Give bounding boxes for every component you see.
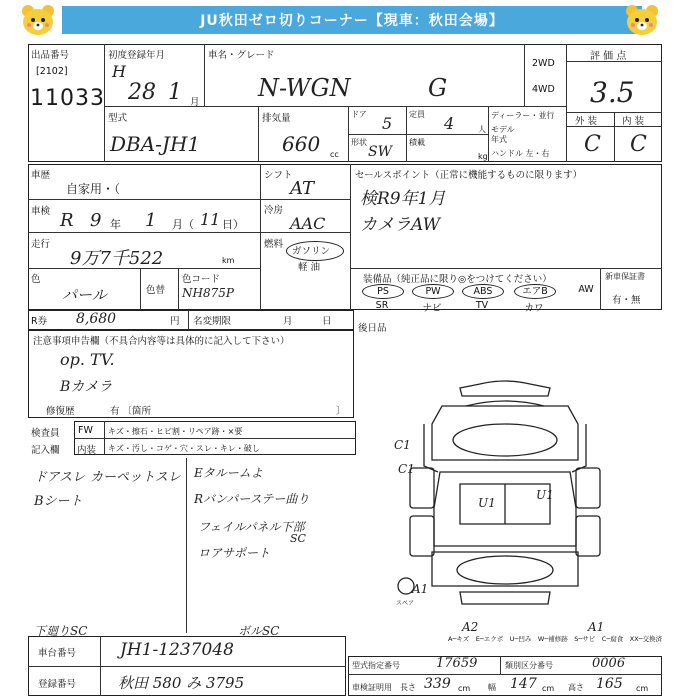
width-value: 147 <box>510 676 537 692</box>
repair-close: 〕 <box>336 406 346 417</box>
load-label: 積載 <box>409 138 425 147</box>
door-value: 5 <box>382 114 393 133</box>
hw-bottom-mid: ボルSC <box>238 624 280 638</box>
color-code-value: NH875P <box>182 286 234 300</box>
history-label: 車歴 <box>31 170 51 181</box>
mileage-unit: km <box>222 256 235 265</box>
inspection-year-unit: 年 <box>110 218 121 231</box>
fuel-label: 燃料 <box>264 239 284 250</box>
shape-value: SW <box>368 144 392 160</box>
chassis-label: 車台番号 <box>38 648 77 659</box>
sales-point-line2: カメラAW <box>360 215 441 235</box>
divider <box>258 106 259 162</box>
equipment-item: カワ <box>524 303 544 314</box>
color-value: パール <box>62 286 107 304</box>
equipment-item: ナビ <box>422 303 442 314</box>
inspection-year: 9 <box>90 210 102 231</box>
equipment-item: PS <box>362 284 404 299</box>
repair-value: 有 〔箇所 <box>110 406 152 417</box>
ext-value: C <box>584 132 601 157</box>
color-label: 色 <box>31 274 41 285</box>
car-name-value: N-WGN <box>258 74 351 102</box>
dealer-label: ディーラー・並行 <box>491 111 555 120</box>
notes-label: 注意事項申告欄（不具合内容等は具体的に記入して下さい） <box>33 336 290 347</box>
type-no-value: 17659 <box>436 656 478 671</box>
repaint-label: 色替 <box>146 285 166 296</box>
inspector-int-codes: キズ・汚し・コゲ・穴・スレ・キレ・破し <box>108 444 260 453</box>
fuel-gasoline: ガソリン <box>292 246 331 257</box>
int-label: 内 装 <box>622 116 645 127</box>
divider <box>188 310 189 330</box>
new-warranty-value: 有・無 <box>612 295 641 306</box>
inspection-day-unit: 日） <box>222 218 244 231</box>
car-grade-value: G <box>428 74 448 102</box>
bear-mascot-icon <box>624 3 660 37</box>
registration-value: 秋田 580 み 3795 <box>118 674 245 692</box>
displacement-value: 660 <box>282 132 321 156</box>
first-reg-year: 28 <box>128 80 156 105</box>
hw-left2: カーペットスレ <box>90 470 181 485</box>
door-label: ドア <box>351 110 367 119</box>
hw-bottom-left: 下廻りSC <box>34 624 88 638</box>
class-no-value: 0006 <box>592 656 626 671</box>
diagram-mark-a1-b: A1 <box>588 620 605 634</box>
height-unit: cm <box>636 684 649 693</box>
height-value: 165 <box>596 676 623 692</box>
diagram-legend: A─キズ E─エクボ U─凹み W─補修跡 S─サビ C─腐食 XX─交換済 <box>448 635 663 643</box>
divider <box>178 268 179 310</box>
diagram-mark-u1-a: U1 <box>536 488 554 502</box>
ac-label: 冷房 <box>264 205 284 216</box>
divider <box>74 438 356 439</box>
hw-right2: Rバンパーステー曲り <box>194 492 310 506</box>
inspector-fw: FW <box>78 425 93 436</box>
divider <box>260 164 261 310</box>
first-reg-label: 初度登録年月 <box>108 50 166 61</box>
sales-point-label: セールスポイント（正常に機能するものに限ります） <box>355 170 583 181</box>
fuel-diesel: 軽 油 <box>298 262 321 273</box>
notes-line2: Bカメラ <box>60 379 113 395</box>
equipment-item: AW <box>578 284 594 295</box>
recycle-unit: 円 <box>170 316 180 327</box>
color-code-label: 色コード <box>182 274 221 285</box>
lot-number: 11033 <box>30 86 105 111</box>
length-value: 339 <box>424 676 451 692</box>
divider <box>350 164 351 310</box>
first-reg-era: H <box>112 62 126 81</box>
length-unit: cm <box>458 684 471 693</box>
divider <box>488 106 489 162</box>
hw-left3: Bシート <box>34 494 83 509</box>
inspector-fw-codes: キズ・擦石・ヒビ割・リペア跡・×要 <box>108 427 243 436</box>
hw-right1: Eタルームよ <box>194 466 263 480</box>
car-name-label: 車名・グレード <box>208 50 275 61</box>
divider <box>186 458 187 633</box>
drive-2wd: 2WD <box>532 58 555 69</box>
class-no-label: 類別区分番号 <box>505 661 553 670</box>
lot-label: 出品番号 <box>31 50 70 61</box>
notes-line1: op. TV. <box>60 350 115 369</box>
inspector-interior: 内装 <box>77 445 97 456</box>
name-change-day: 日 <box>322 316 332 327</box>
inspector-label2: 記入欄 <box>31 445 60 456</box>
handle-label: ハンドル 左・右 <box>491 149 550 158</box>
hw-right4: ロアサポート <box>198 546 271 560</box>
capacity-unit: 人 <box>478 125 486 134</box>
name-change-label: 名変期限 <box>193 316 232 327</box>
model-year-label2: 年式 <box>491 135 507 144</box>
int-value: C <box>630 132 647 157</box>
drive-4wd: 4WD <box>532 84 555 95</box>
mileage-label: 走行 <box>31 239 51 250</box>
height-label: 高さ <box>568 683 584 692</box>
equipment-item: TV <box>475 300 489 311</box>
repair-label: 修復歴 <box>46 406 75 417</box>
model-year-label: モデル <box>491 125 515 134</box>
after-date-label: 後日品 <box>358 323 387 334</box>
name-change-month: 月 <box>283 316 293 327</box>
sales-point-line1: 検R9年1月 <box>360 189 446 209</box>
score-label: 評 価 点 <box>590 51 627 62</box>
model-label: 型式 <box>108 113 128 124</box>
inspection-label: 車検 <box>31 206 51 217</box>
divider <box>524 44 525 106</box>
new-warranty-label: 新車保証書 <box>605 272 645 281</box>
recycle-label: R券 <box>31 316 48 327</box>
diagram-mark-u1-b: U1 <box>478 496 496 510</box>
inspection-month: 1 <box>145 210 157 231</box>
divider <box>614 112 615 162</box>
divider <box>348 674 662 675</box>
equipment-label: 装備品（純正品に限り◎をつけてください） <box>363 274 552 285</box>
divider <box>104 106 566 107</box>
divider <box>100 636 101 696</box>
divider <box>104 421 105 455</box>
equipment-item: ABS <box>462 284 504 299</box>
divider <box>28 199 350 200</box>
divider <box>350 268 662 269</box>
header-title: JU秋田ゼロ切りコーナー【現車：秋田会場】 <box>62 6 642 34</box>
registration-label: 登録番号 <box>38 679 77 690</box>
first-reg-month-unit: 月 <box>190 97 200 108</box>
ac-value: AAC <box>290 214 326 233</box>
divider <box>348 134 488 135</box>
lot-sub: [2102] <box>36 66 68 77</box>
first-reg-month: 1 <box>168 80 182 105</box>
type-no-label: 型式指定番号 <box>352 661 400 670</box>
header-bar <box>0 0 700 40</box>
inspection-era: R <box>60 210 74 231</box>
divider <box>566 61 662 62</box>
spare-label: スペア <box>396 600 415 607</box>
equipment-item: SR <box>375 300 389 311</box>
ext-label: 外 装 <box>575 116 598 127</box>
mileage-value: 9万7千522 <box>70 248 164 269</box>
history-value: 自家用・（ <box>66 182 121 196</box>
inspection-day: 11 <box>200 210 221 229</box>
divider <box>500 656 501 674</box>
divider <box>140 268 141 310</box>
inspection-month-unit: 月（ <box>172 218 194 231</box>
shift-value: AT <box>290 178 315 199</box>
spec-label: 車検証明用 <box>352 683 392 692</box>
equipment-item: エアB <box>514 284 556 299</box>
shape-label: 形状 <box>351 138 367 147</box>
width-label: 幅 <box>488 683 496 692</box>
inspector-label1: 検査員 <box>31 428 60 439</box>
diagram-mark-a2: A2 <box>462 620 479 634</box>
capacity-value: 4 <box>444 114 455 133</box>
score-value: 3.5 <box>590 76 635 109</box>
model-value: DBA-JH1 <box>110 132 201 156</box>
width-unit: cm <box>542 684 555 693</box>
hw-right4b: SC <box>290 532 306 545</box>
hw-right3: フェイルパネル下部 <box>198 520 305 534</box>
capacity-label: 定員 <box>409 110 425 119</box>
divider <box>204 44 205 106</box>
diagram-mark-c1-b: C1 <box>398 462 415 476</box>
hw-left1: ドアスレ <box>34 470 86 485</box>
bear-mascot-icon <box>20 3 56 37</box>
load-unit: kg <box>478 152 488 161</box>
equipment-item: PW <box>412 284 454 299</box>
divider <box>28 666 346 667</box>
diagram-mark-a1-a: A1 <box>412 582 429 596</box>
recycle-value: 8,680 <box>76 311 117 327</box>
shift-label: シフト <box>264 170 293 181</box>
diagram-mark-c1-a: C1 <box>394 438 411 452</box>
chassis-value: JH1-1237048 <box>120 640 234 660</box>
displacement-label: 排気量 <box>262 113 291 124</box>
length-label: 長さ <box>400 683 416 692</box>
displacement-unit: cc <box>330 150 339 159</box>
